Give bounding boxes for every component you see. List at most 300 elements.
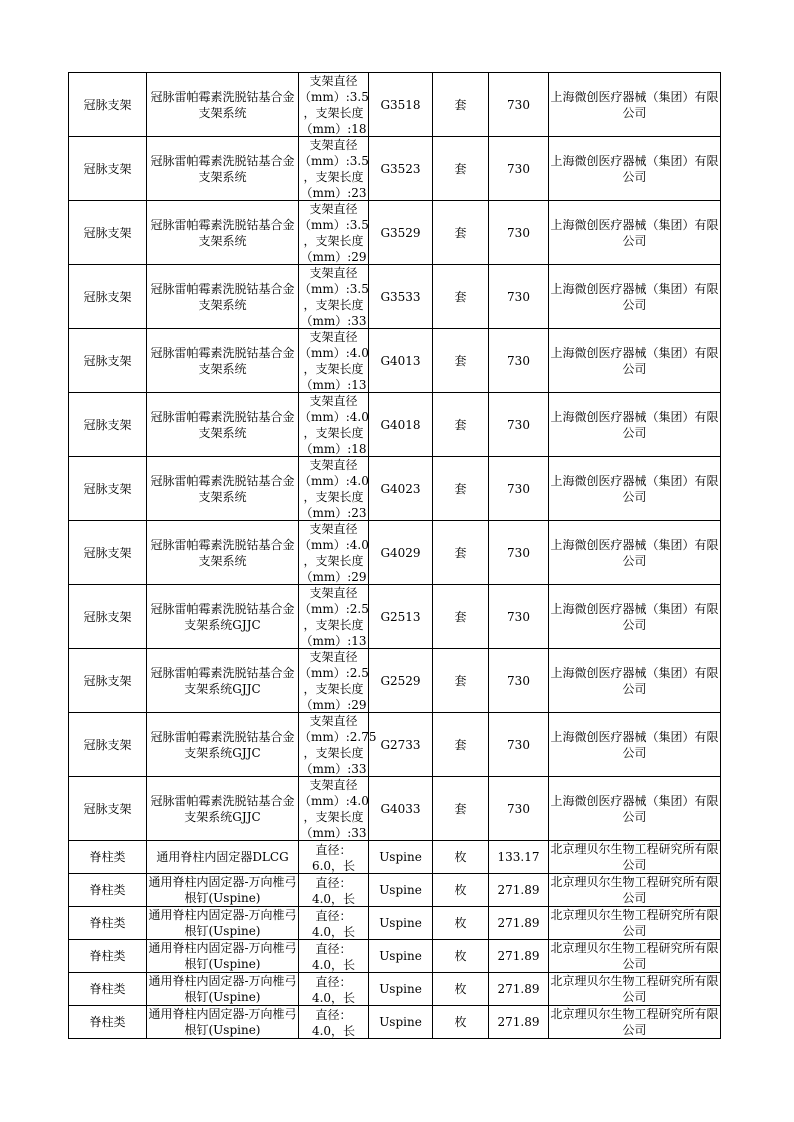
model-cell — [369, 265, 433, 329]
model-cell — [369, 874, 433, 907]
category-cell — [69, 777, 147, 841]
product-name-cell — [147, 393, 299, 457]
spec-line: 支架直径 — [309, 393, 358, 408]
category-cell — [69, 521, 147, 585]
spec-line: 4.0，长 — [311, 891, 356, 906]
manufacturer-cell-text: 北京理贝尔生物工程研究所有限公司 — [550, 941, 719, 971]
unit-cell-text: 枚 — [454, 949, 467, 963]
unit-cell-text: 套 — [454, 225, 467, 240]
spec-cell — [299, 201, 369, 265]
spec-line: 4.0，长 — [311, 957, 356, 972]
table-row — [69, 940, 721, 973]
spec-line: 4.0，长 — [311, 924, 356, 939]
category-cell — [69, 329, 147, 393]
product-name-cell — [147, 329, 299, 393]
spec-line: ，支架长度 — [303, 169, 364, 184]
spec-line: （mm）:3.5 — [299, 89, 369, 104]
unit-cell — [433, 457, 489, 521]
model-cell — [369, 777, 433, 841]
spec-line: 直径： — [315, 941, 352, 956]
manufacturer-cell-text: 上海微创医疗器械（集团）有限公司 — [550, 729, 719, 760]
price-cell — [489, 777, 549, 841]
spec-line: 直径： — [315, 1007, 352, 1022]
spec-line: 支架直径 — [309, 201, 358, 216]
price-cell-text: 730 — [507, 545, 530, 560]
manufacturer-cell — [549, 649, 721, 713]
product-name-cell — [147, 713, 299, 777]
category-cell — [69, 201, 147, 265]
unit-cell — [433, 777, 489, 841]
product-name-cell-text: 通用脊柱内固定器-万向椎弓根钉(Uspine) — [148, 1007, 297, 1037]
table-row — [69, 1006, 721, 1039]
table-row — [69, 201, 721, 265]
category-cell — [69, 137, 147, 201]
product-name-cell-text: 通用脊柱内固定器-万向椎弓根钉(Uspine) — [148, 875, 297, 905]
category-cell — [69, 1006, 147, 1039]
manufacturer-cell-text: 北京理贝尔生物工程研究所有限公司 — [550, 842, 719, 872]
price-cell — [489, 265, 549, 329]
spec-line: ，支架长度 — [303, 553, 364, 568]
spec-cell — [299, 874, 369, 907]
price-cell-text: 730 — [507, 673, 530, 688]
model-cell-text: G4023 — [380, 481, 421, 496]
spec-cell — [299, 457, 369, 521]
table-row — [69, 457, 721, 521]
model-cell — [369, 940, 433, 973]
spec-line: 支架直径 — [309, 585, 358, 600]
product-name-cell — [147, 73, 299, 137]
unit-cell-text: 套 — [454, 417, 467, 432]
model-cell-text: Uspine — [379, 949, 422, 963]
spec-line: 支架直径 — [309, 521, 358, 536]
manufacturer-cell — [549, 521, 721, 585]
category-cell-text: 冠脉支架 — [83, 481, 132, 496]
category-cell — [69, 841, 147, 874]
spec-line: 4.0，长 — [311, 1023, 356, 1038]
spec-line: ，支架长度 — [303, 745, 364, 760]
unit-cell-text: 套 — [454, 97, 467, 112]
spec-line: 支架直径 — [309, 137, 358, 152]
spec-line: （mm）:23 — [300, 185, 367, 200]
spec-cell — [299, 329, 369, 393]
spec-cell — [299, 841, 369, 874]
spec-line: （mm）:33 — [300, 825, 367, 840]
spec-line: （mm）:18 — [300, 121, 367, 136]
product-name-cell-text: 冠脉雷帕霉素洗脱钴基合金支架系统 — [150, 473, 295, 504]
price-table-body — [69, 73, 721, 1039]
category-cell-text: 冠脉支架 — [83, 353, 132, 368]
spec-line: 支架直径 — [309, 649, 358, 664]
manufacturer-cell — [549, 907, 721, 940]
manufacturer-cell — [549, 777, 721, 841]
product-name-cell-text: 冠脉雷帕霉素洗脱钴基合金支架系统 — [150, 409, 295, 440]
spec-line: （mm）:4.0 — [299, 473, 369, 488]
price-cell — [489, 457, 549, 521]
spec-line: 支架直径 — [309, 457, 358, 472]
category-cell-text: 脊柱类 — [89, 982, 126, 996]
category-cell-text: 冠脉支架 — [83, 289, 132, 304]
price-cell-text: 730 — [507, 161, 530, 176]
table-row — [69, 265, 721, 329]
table-row — [69, 329, 721, 393]
table-row — [69, 521, 721, 585]
model-cell — [369, 73, 433, 137]
price-cell — [489, 393, 549, 457]
manufacturer-cell-text: 上海微创医疗器械（集团）有限公司 — [550, 409, 719, 440]
category-cell — [69, 907, 147, 940]
unit-cell — [433, 521, 489, 585]
model-cell — [369, 841, 433, 874]
table-row — [69, 649, 721, 713]
product-name-cell-text: 冠脉雷帕霉素洗脱钴基合金支架系统GJJC — [150, 793, 295, 824]
product-name-cell-text: 冠脉雷帕霉素洗脱钴基合金支架系统 — [150, 89, 295, 120]
product-name-cell-text: 冠脉雷帕霉素洗脱钴基合金支架系统 — [150, 345, 295, 376]
unit-cell-text: 枚 — [454, 916, 467, 930]
price-cell — [489, 585, 549, 649]
table-row — [69, 585, 721, 649]
product-name-cell — [147, 137, 299, 201]
spec-cell — [299, 940, 369, 973]
model-cell — [369, 329, 433, 393]
price-cell-text: 271.89 — [497, 1015, 540, 1029]
unit-cell — [433, 649, 489, 713]
manufacturer-cell — [549, 265, 721, 329]
spec-cell — [299, 907, 369, 940]
product-name-cell — [147, 521, 299, 585]
price-cell-text: 730 — [507, 353, 530, 368]
spec-line: 4.0，长 — [311, 990, 356, 1005]
spec-line: 直径： — [315, 842, 352, 857]
category-cell — [69, 393, 147, 457]
manufacturer-cell-text: 北京理贝尔生物工程研究所有限公司 — [550, 974, 719, 1004]
spec-line: （mm）:29 — [300, 697, 367, 712]
price-cell — [489, 973, 549, 1006]
price-cell-text: 271.89 — [497, 916, 540, 930]
unit-cell-text: 套 — [454, 737, 467, 752]
model-cell-text: Uspine — [379, 1015, 422, 1029]
unit-cell-text: 套 — [454, 801, 467, 816]
manufacturer-cell-text: 上海微创医疗器械（集团）有限公司 — [550, 345, 719, 376]
manufacturer-cell-text: 上海微创医疗器械（集团）有限公司 — [550, 793, 719, 824]
product-name-cell-text: 通用脊柱内固定器-万向椎弓根钉(Uspine) — [148, 941, 297, 971]
price-cell — [489, 329, 549, 393]
manufacturer-cell — [549, 457, 721, 521]
price-cell-text: 271.89 — [497, 883, 540, 897]
unit-cell — [433, 73, 489, 137]
unit-cell — [433, 907, 489, 940]
model-cell-text: G3523 — [380, 161, 421, 176]
category-cell — [69, 457, 147, 521]
unit-cell-text: 枚 — [454, 883, 467, 897]
category-cell — [69, 265, 147, 329]
spec-line: （mm）:33 — [300, 313, 367, 328]
spec-cell — [299, 137, 369, 201]
spec-line: ，支架长度 — [303, 361, 364, 376]
manufacturer-cell — [549, 585, 721, 649]
unit-cell-text: 枚 — [454, 850, 467, 864]
product-name-cell — [147, 940, 299, 973]
category-cell-text: 冠脉支架 — [83, 161, 132, 176]
price-cell-text: 730 — [507, 801, 530, 816]
model-cell-text: G4033 — [380, 801, 421, 816]
spec-line: 支架直径 — [309, 777, 358, 792]
price-cell — [489, 649, 549, 713]
category-cell — [69, 73, 147, 137]
spec-cell — [299, 973, 369, 1006]
product-name-cell-text: 冠脉雷帕霉素洗脱钴基合金支架系统 — [150, 153, 295, 184]
unit-cell-text: 枚 — [454, 982, 467, 996]
table-row — [69, 713, 721, 777]
spec-line: 直径： — [315, 908, 352, 923]
model-cell-text: G3529 — [380, 225, 421, 240]
model-cell-text: Uspine — [379, 982, 422, 996]
category-cell — [69, 585, 147, 649]
table-row — [69, 841, 721, 874]
spec-line: （mm）:23 — [300, 505, 367, 520]
price-cell-text: 730 — [507, 737, 530, 752]
product-name-cell — [147, 649, 299, 713]
unit-cell — [433, 265, 489, 329]
category-cell-text: 冠脉支架 — [83, 417, 132, 432]
unit-cell-text: 套 — [454, 545, 467, 560]
manufacturer-cell — [549, 973, 721, 1006]
product-name-cell-text: 冠脉雷帕霉素洗脱钴基合金支架系统 — [150, 537, 295, 568]
manufacturer-cell — [549, 329, 721, 393]
category-cell — [69, 713, 147, 777]
spec-cell — [299, 649, 369, 713]
model-cell-text: G4013 — [380, 353, 421, 368]
product-name-cell-text: 冠脉雷帕霉素洗脱钴基合金支架系统GJJC — [150, 665, 295, 696]
model-cell-text: G4018 — [380, 417, 421, 432]
spec-line: 6.0，长 — [311, 858, 356, 873]
category-cell-text: 冠脉支架 — [83, 801, 132, 816]
manufacturer-cell-text: 上海微创医疗器械（集团）有限公司 — [550, 153, 719, 184]
spec-line: ，支架长度 — [303, 425, 364, 440]
spec-line: ，支架长度 — [303, 617, 364, 632]
spec-line: 支架直径 — [309, 329, 358, 344]
model-cell — [369, 907, 433, 940]
spec-line: 支架直径 — [309, 265, 358, 280]
model-cell-text: G2529 — [380, 673, 421, 688]
model-cell — [369, 393, 433, 457]
unit-cell — [433, 329, 489, 393]
unit-cell — [433, 841, 489, 874]
table-row — [69, 73, 721, 137]
spec-cell — [299, 1006, 369, 1039]
model-cell — [369, 521, 433, 585]
spec-line: （mm）:4.0 — [299, 345, 369, 360]
spec-line: 直径： — [315, 974, 352, 989]
spec-cell — [299, 521, 369, 585]
spec-line: ，支架长度 — [303, 681, 364, 696]
spec-line: （mm）:13 — [300, 377, 367, 392]
product-name-cell-text: 通用脊柱内固定器DLCG — [156, 850, 289, 864]
spec-line: （mm）:13 — [300, 633, 367, 648]
spec-line: （mm）:4.0 — [299, 793, 369, 808]
unit-cell — [433, 874, 489, 907]
price-cell — [489, 137, 549, 201]
model-cell-text: G2733 — [380, 737, 421, 752]
manufacturer-cell-text: 北京理贝尔生物工程研究所有限公司 — [550, 1007, 719, 1037]
model-cell — [369, 713, 433, 777]
spec-line: （mm）:3.5 — [299, 153, 369, 168]
manufacturer-cell — [549, 1006, 721, 1039]
category-cell — [69, 973, 147, 1006]
manufacturer-cell-text: 上海微创医疗器械（集团）有限公司 — [550, 473, 719, 504]
model-cell — [369, 457, 433, 521]
spec-line: ，支架长度 — [303, 233, 364, 248]
price-cell-text: 730 — [507, 97, 530, 112]
spec-line: ，支架长度 — [303, 105, 364, 120]
spec-line: ，支架长度 — [303, 809, 364, 824]
manufacturer-cell — [549, 713, 721, 777]
product-name-cell — [147, 874, 299, 907]
unit-cell-text: 套 — [454, 289, 467, 304]
product-name-cell — [147, 907, 299, 940]
spec-line: （mm）:33 — [300, 761, 367, 776]
spec-cell — [299, 777, 369, 841]
category-cell-text: 脊柱类 — [89, 883, 126, 897]
spec-line: （mm）:2.5 — [299, 665, 369, 680]
manufacturer-cell-text: 上海微创医疗器械（集团）有限公司 — [550, 281, 719, 312]
spec-line: 支架直径 — [309, 73, 358, 88]
price-cell-text: 133.17 — [497, 850, 540, 864]
table-row — [69, 777, 721, 841]
spec-line: ，支架长度 — [303, 297, 364, 312]
product-name-cell — [147, 265, 299, 329]
unit-cell-text: 套 — [454, 673, 467, 688]
manufacturer-cell-text: 上海微创医疗器械（集团）有限公司 — [550, 601, 719, 632]
model-cell-text: G2513 — [380, 609, 421, 624]
model-cell-text: Uspine — [379, 883, 422, 897]
product-name-cell-text: 通用脊柱内固定器-万向椎弓根钉(Uspine) — [148, 974, 297, 1004]
manufacturer-cell — [549, 874, 721, 907]
spec-cell — [299, 585, 369, 649]
price-cell — [489, 1006, 549, 1039]
unit-cell — [433, 585, 489, 649]
manufacturer-cell — [549, 73, 721, 137]
price-cell-text: 271.89 — [497, 982, 540, 996]
table-row — [69, 393, 721, 457]
manufacturer-cell — [549, 201, 721, 265]
product-name-cell-text: 通用脊柱内固定器-万向椎弓根钉(Uspine) — [148, 908, 297, 938]
price-cell — [489, 201, 549, 265]
unit-cell — [433, 393, 489, 457]
spec-line: （mm）:4.0 — [299, 409, 369, 424]
unit-cell-text: 套 — [454, 609, 467, 624]
spec-cell — [299, 713, 377, 777]
price-table-page — [68, 72, 720, 1039]
unit-cell-text: 套 — [454, 353, 467, 368]
product-name-cell — [147, 457, 299, 521]
model-cell — [369, 1006, 433, 1039]
model-cell — [369, 137, 433, 201]
unit-cell — [433, 1006, 489, 1039]
category-cell-text: 冠脉支架 — [83, 97, 132, 112]
manufacturer-cell — [549, 393, 721, 457]
price-cell-text: 730 — [507, 289, 530, 304]
price-table — [68, 72, 721, 1039]
spec-cell — [299, 393, 369, 457]
price-cell — [489, 713, 549, 777]
product-name-cell-text: 冠脉雷帕霉素洗脱钴基合金支架系统GJJC — [150, 729, 295, 760]
price-cell-text: 730 — [507, 417, 530, 432]
model-cell — [369, 649, 433, 713]
category-cell — [69, 874, 147, 907]
spec-cell — [299, 73, 369, 137]
category-cell-text: 脊柱类 — [89, 916, 126, 930]
unit-cell — [433, 201, 489, 265]
price-cell-text: 730 — [507, 609, 530, 624]
price-cell — [489, 73, 549, 137]
price-cell — [489, 907, 549, 940]
category-cell-text: 脊柱类 — [89, 949, 126, 963]
category-cell-text: 冠脉支架 — [83, 225, 132, 240]
unit-cell — [433, 713, 489, 777]
spec-line: （mm）:2.5 — [299, 601, 369, 616]
spec-cell — [299, 265, 369, 329]
category-cell-text: 冠脉支架 — [83, 609, 132, 624]
manufacturer-cell-text: 北京理贝尔生物工程研究所有限公司 — [550, 908, 719, 938]
spec-line: （mm）:29 — [300, 249, 367, 264]
model-cell-text: Uspine — [379, 916, 422, 930]
unit-cell — [433, 973, 489, 1006]
manufacturer-cell-text: 上海微创医疗器械（集团）有限公司 — [550, 89, 719, 120]
spec-line: （mm）:3.5 — [299, 217, 369, 232]
price-cell — [489, 874, 549, 907]
manufacturer-cell-text: 北京理贝尔生物工程研究所有限公司 — [550, 875, 719, 905]
product-name-cell — [147, 841, 299, 874]
model-cell-text: G4029 — [380, 545, 421, 560]
table-row — [69, 137, 721, 201]
model-cell-text: G3533 — [380, 289, 421, 304]
manufacturer-cell-text: 上海微创医疗器械（集团）有限公司 — [550, 217, 719, 248]
price-cell-text: 271.89 — [497, 949, 540, 963]
model-cell — [369, 585, 433, 649]
model-cell — [369, 973, 433, 1006]
spec-line: （mm）:29 — [300, 569, 367, 584]
model-cell-text: G3518 — [380, 97, 421, 112]
category-cell — [69, 649, 147, 713]
table-row — [69, 907, 721, 940]
category-cell — [69, 940, 147, 973]
unit-cell-text: 套 — [454, 161, 467, 176]
spec-line: 直径： — [315, 875, 352, 890]
product-name-cell-text: 冠脉雷帕霉素洗脱钴基合金支架系统 — [150, 217, 295, 248]
unit-cell — [433, 940, 489, 973]
manufacturer-cell — [549, 940, 721, 973]
spec-line: （mm）:2.75 — [299, 729, 377, 744]
category-cell-text: 冠脉支架 — [83, 737, 132, 752]
unit-cell — [433, 137, 489, 201]
price-cell — [489, 841, 549, 874]
spec-line: （mm）:3.5 — [299, 281, 369, 296]
manufacturer-cell-text: 上海微创医疗器械（集团）有限公司 — [550, 537, 719, 568]
product-name-cell — [147, 1006, 299, 1039]
product-name-cell — [147, 777, 299, 841]
unit-cell-text: 套 — [454, 481, 467, 496]
spec-line: （mm）:18 — [300, 441, 367, 456]
spec-line: ，支架长度 — [303, 489, 364, 504]
manufacturer-cell-text: 上海微创医疗器械（集团）有限公司 — [550, 665, 719, 696]
category-cell-text: 脊柱类 — [89, 850, 126, 864]
product-name-cell — [147, 973, 299, 1006]
category-cell-text: 冠脉支架 — [83, 545, 132, 560]
model-cell-text: Uspine — [379, 850, 422, 864]
manufacturer-cell — [549, 137, 721, 201]
unit-cell-text: 枚 — [454, 1015, 467, 1029]
price-cell — [489, 940, 549, 973]
